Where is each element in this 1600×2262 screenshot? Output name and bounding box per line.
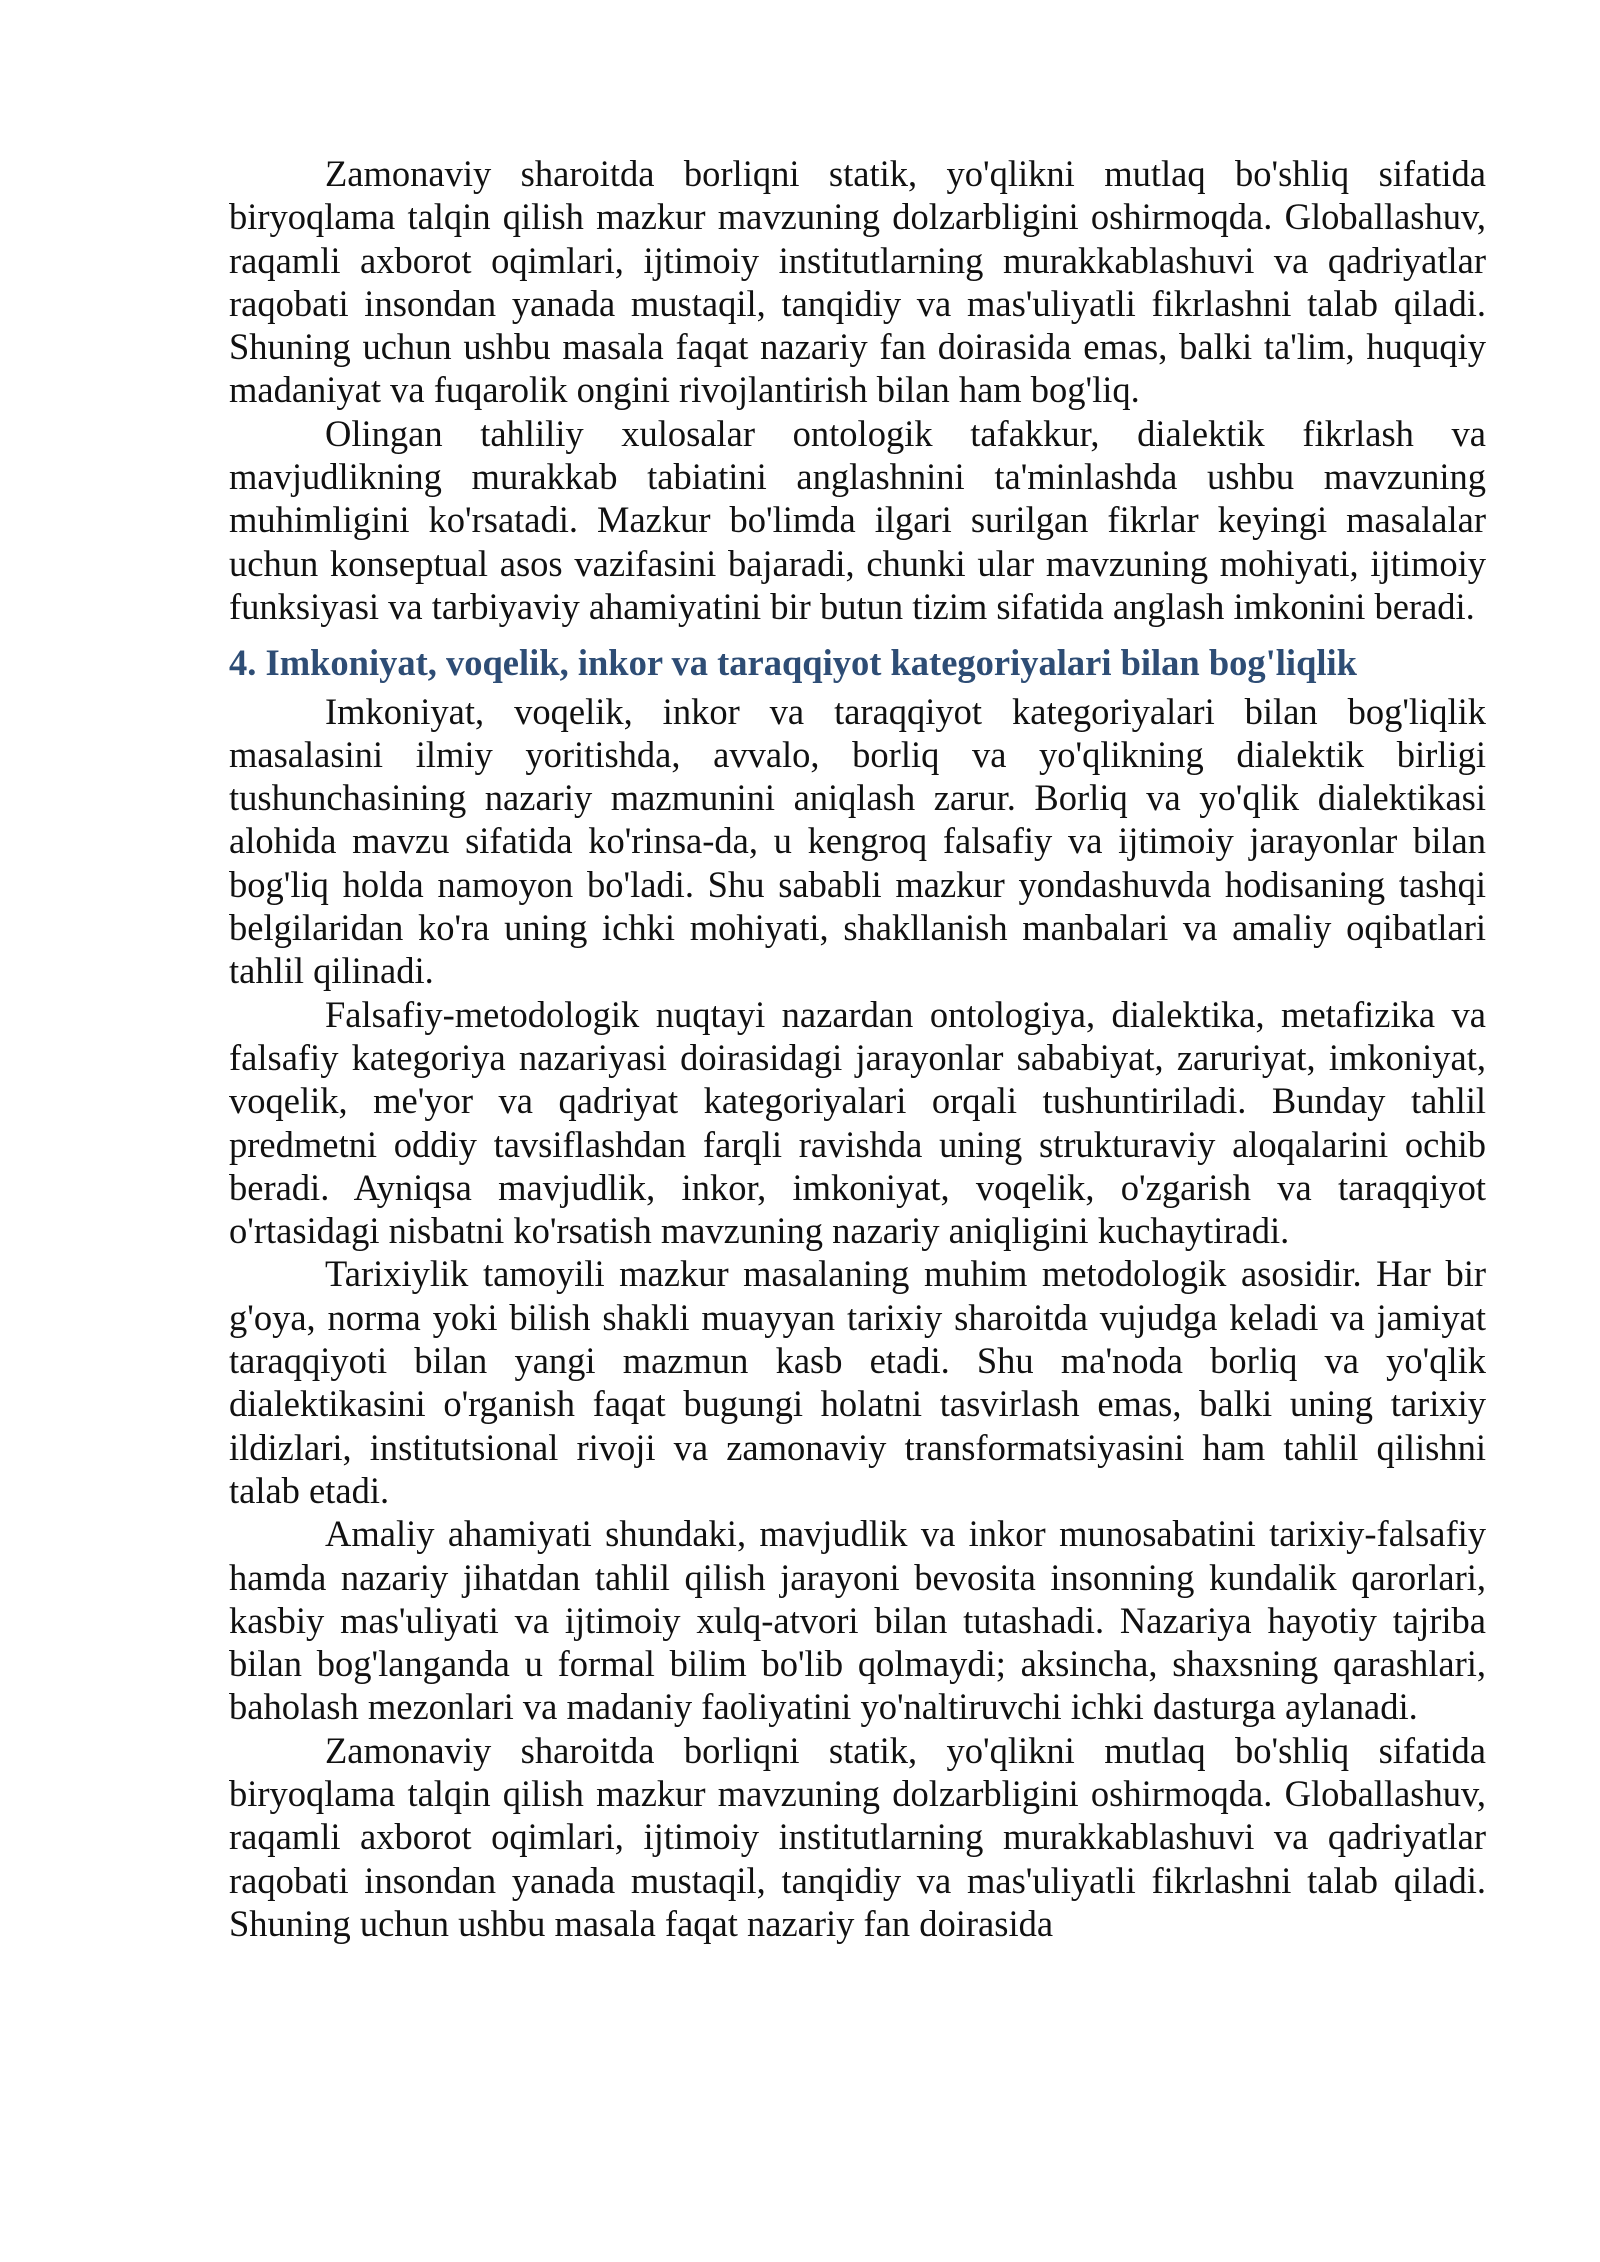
paragraph: Zamonaviy sharoitda borliqni statik, yo'qlikni mutlaq bo'shliq sifatida biryoqlama talqin qilish mazkur mavzuning dolzarbligini oshirmoqda. Globallashuv, raqamli axborot oqimlari, ijtimoiy institutlarning murakkablashuvi va qadriyatlar raqobati insondan yanada mustaqil, tanqidiy va mas'uliyatli fikrlashni talab qiladi. Shuning uchun ushbu masala faqat nazariy fan doirasida [229,1729,1486,1944]
section-heading: 4. Imkoniyat, voqelik, inkor va taraqqiyot kategoriyalari bilan bog'liqlik [229,642,1357,684]
paragraph: Tarixiylik tamoyili mazkur masalaning muhim metodologik asosidir. Har bir g'oya, norma yoki bilish shakli muayyan tarixiy sharoitda vujudga keladi va jamiyat taraqqiyoti bilan yangi mazmun kasb etadi. Shu ma'noda borliq va yo'qlik dialektikasini o'rganish faqat bugungi holatni tasvirlash emas, balki uning tarixiy ildizlari, institutsional rivoji va zamonaviy transformatsiyasini ham tahlil qilishni talab etadi. [229,1253,1486,1511]
paragraph: Zamonaviy sharoitda borliqni statik, yo'qlikni mutlaq bo'shliq sifatida biryoqlama talqin qilish mazkur mavzuning dolzarbligini oshirmoqda. Globallashuv, raqamli axborot oqimlari, ijtimoiy institutlarning murakkablashuvi va qadriyatlar raqobati insondan yanada mustaqil, tanqidiy va mas'uliyatli fikrlashni talab qiladi. Shuning uchun ushbu masala faqat nazariy fan doirasida emas, balki ta'lim, huquqiy madaniyat va fuqarolik ongini rivojlantirish bilan ham bog'liq. [229,153,1486,411]
document-body [229,152,1486,1945]
paragraph: Amaliy ahamiyati shundaki, mavjudlik va inkor munosabatini tarixiy-falsafiy hamda nazariy jihatdan tahlil qilish jarayoni bevosita insonning kundalik qarorlari, kasbiy mas'uliyati va ijtimoiy xulq-atvori bilan tutashadi. Nazariya hayotiy tajriba bilan bog'langanda u formal bilim bo'lib qolmaydi; aksincha, shaxsning qarashlari, baholash mezonlari va madaniy faoliyatini yo'naltiruvchi ichki dasturga aylanadi. [229,1513,1486,1728]
paragraph: Falsafiy-metodologik nuqtayi nazardan ontologiya, dialektika, metafizika va falsafiy kategoriya nazariyasi doirasidagi jarayonlar sababiyat, zaruriyat, imkoniyat, voqelik, me'yor va qadriyat kategoriyalari orqali tushuntiriladi. Bunday tahlil predmetni oddiy tavsiflashdan farqli ravishda uning strukturaviy aloqalarini ochib beradi. Ayniqsa mavjudlik, inkor, imkoniyat, voqelik, o'zgarish va taraqqiyot o'rtasidagi nisbatni ko'rsatish mavzuning nazariy aniqligini kuchaytiradi. [229,993,1486,1252]
paragraph: Olingan tahliliy xulosalar ontologik tafakkur, dialektik fikrlash va mavjudlikning murakkab tabiatini anglashnini ta'minlashda ushbu mavzuning muhimligini ko'rsatadi. Mazkur bo'limda ilgari surilgan fikrlar keyingi masalalar uchun konseptual asos vazifasini bajaradi, chunki ular mavzuning mohiyati, ijtimoiy funksiyasi va tarbiyaviy ahamiyatini bir butun tizim sifatida anglash imkonini beradi. [229,412,1486,627]
paragraph: Imkoniyat, voqelik, inkor va taraqqiyot kategoriyalari bilan bog'liqlik masalasini ilmiy yoritishda, avvalo, borliq va yo'qlikning dialektik birligi tushunchasining nazariy mazmunini aniqlash zarur. Borliq va yo'qlik dialektikasi alohida mavzu sifatida ko'rinsa-da, u kengroq falsafiy va ijtimoiy jarayonlar bilan bog'liq holda namoyon bo'ladi. Shu sababli mazkur yondashuvda hodisaning tashqi belgilaridan ko'ra uning ichki mohiyati, shakllanish manbalari va amaliy oqibatlari tahlil qilinadi. [229,690,1486,992]
